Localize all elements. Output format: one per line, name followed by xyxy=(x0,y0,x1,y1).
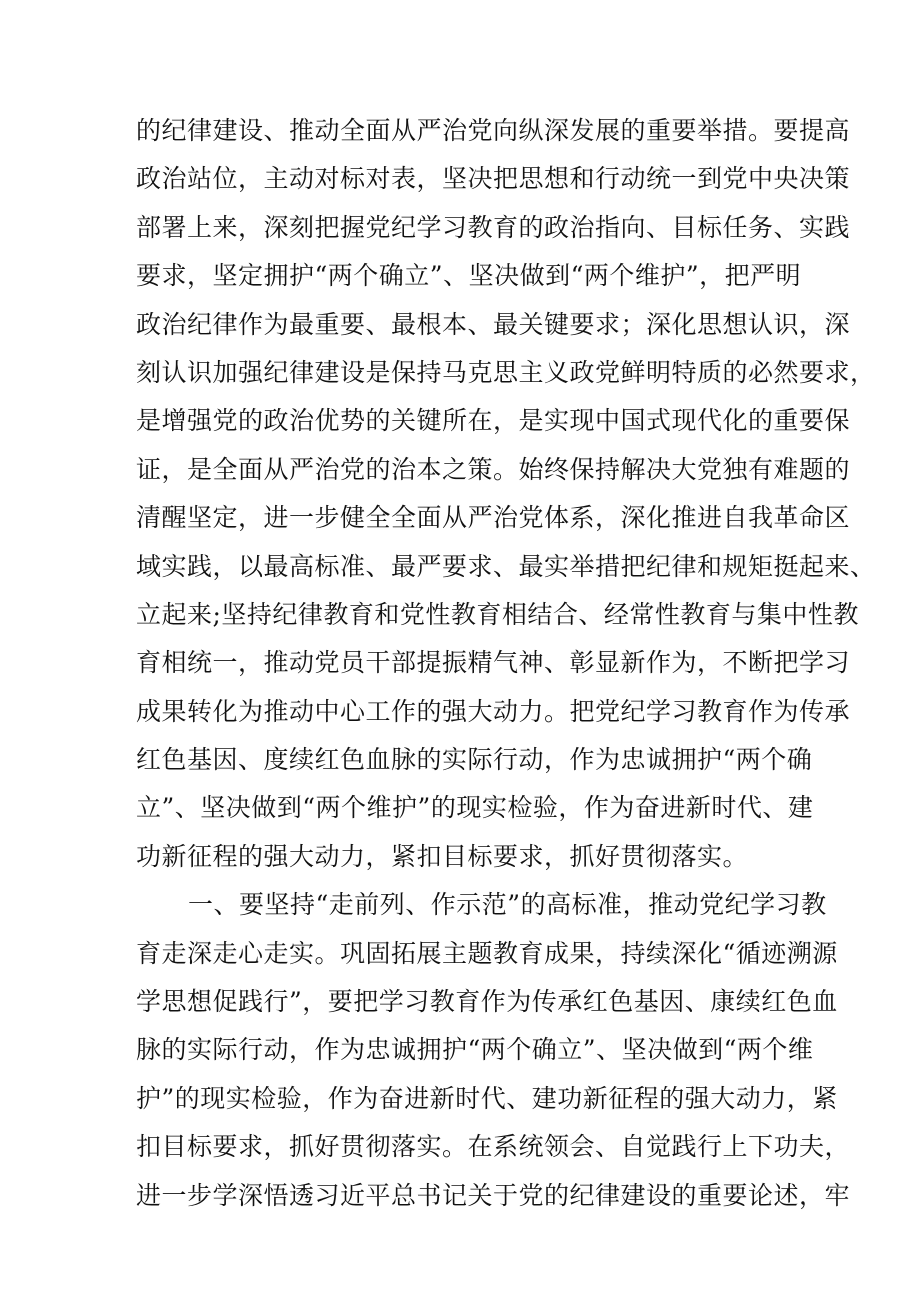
text-line: 功新征程的强大动力，紧扣目标要求，抓好贯彻落实。 xyxy=(136,841,749,871)
text-line: 政治纪律作为最重要、最根本、最关键要求；深化思想认识，深 xyxy=(136,309,851,339)
text-line: 进一步学深悟透习近平总书记关于党的纪律建设的重要论述，牢 xyxy=(136,1180,851,1210)
text-line: 的纪律建设、推动全面从严治党向纵深发展的重要举措。要提高 xyxy=(136,116,851,145)
text-line: 立”、坚决做到“两个维护”的现实检验，作为奋进新时代、建 xyxy=(136,793,814,823)
text-line: 清醒坚定，进一步健全全面从严治党体系，深化推进自我革命区 xyxy=(136,503,851,533)
text-line: 学思想促践行”，要把学习教育作为传承红色基因、康续红色血 xyxy=(136,987,838,1017)
text-line: 要求，坚定拥护“两个确立”、坚决做到“两个维护”，把严明 xyxy=(136,261,802,291)
text-line: 育走深走心走实。巩固拓展主题教育成果，持续深化“循迹溯源 xyxy=(136,938,838,968)
text-line: 部署上来，深刻把握党纪学习教育的政治指向、目标任务、实践 xyxy=(136,212,851,242)
text-line: 是增强党的政治优势的关键所在，是实现中国式现代化的重要保 xyxy=(136,406,851,436)
text-line: 政治站位，主动对标对表，坚决把思想和行动统一到党中央决策 xyxy=(136,164,851,194)
text-line: 证，是全面从严治党的治本之策。始终保持解决大党独有难题的 xyxy=(136,454,851,484)
text-line: 刻认识加强纪律建设是保持马克思主义政党鲜明特质的必然要求， xyxy=(136,357,876,387)
text-line: 成果转化为推动中心工作的强大动力。把党纪学习教育作为传承 xyxy=(136,696,851,726)
text-line: 红色基因、度续红色血脉的实际行动，作为忠诚拥护“两个确 xyxy=(136,745,813,775)
document-body xyxy=(136,107,876,1220)
section-heading-line: 一、要坚持“走前列、作示范”的高标准，推动党纪学习教 xyxy=(188,890,827,920)
text-line: 护”的现实检验，作为奋进新时代、建功新征程的强大动力，紧 xyxy=(136,1083,838,1113)
text-line: 脉的实际行动，作为忠诚拥护“两个确立”、坚决做到“两个维 xyxy=(136,1035,814,1065)
text-line: 域实践，以最高标准、最严要求、最实举措把纪律和规矩挺起来、 xyxy=(136,551,876,581)
text-line: 立起来;坚持纪律教育和党性教育相结合、经常性教育与集中性教 xyxy=(136,599,859,629)
text-line: 育相统一，推动党员干部提振精气神、彰显新作为，不断把学习 xyxy=(136,648,851,678)
text-line: 扣目标要求，抓好贯彻落实。在系统领会、自觉践行上下功夫， xyxy=(136,1132,851,1162)
